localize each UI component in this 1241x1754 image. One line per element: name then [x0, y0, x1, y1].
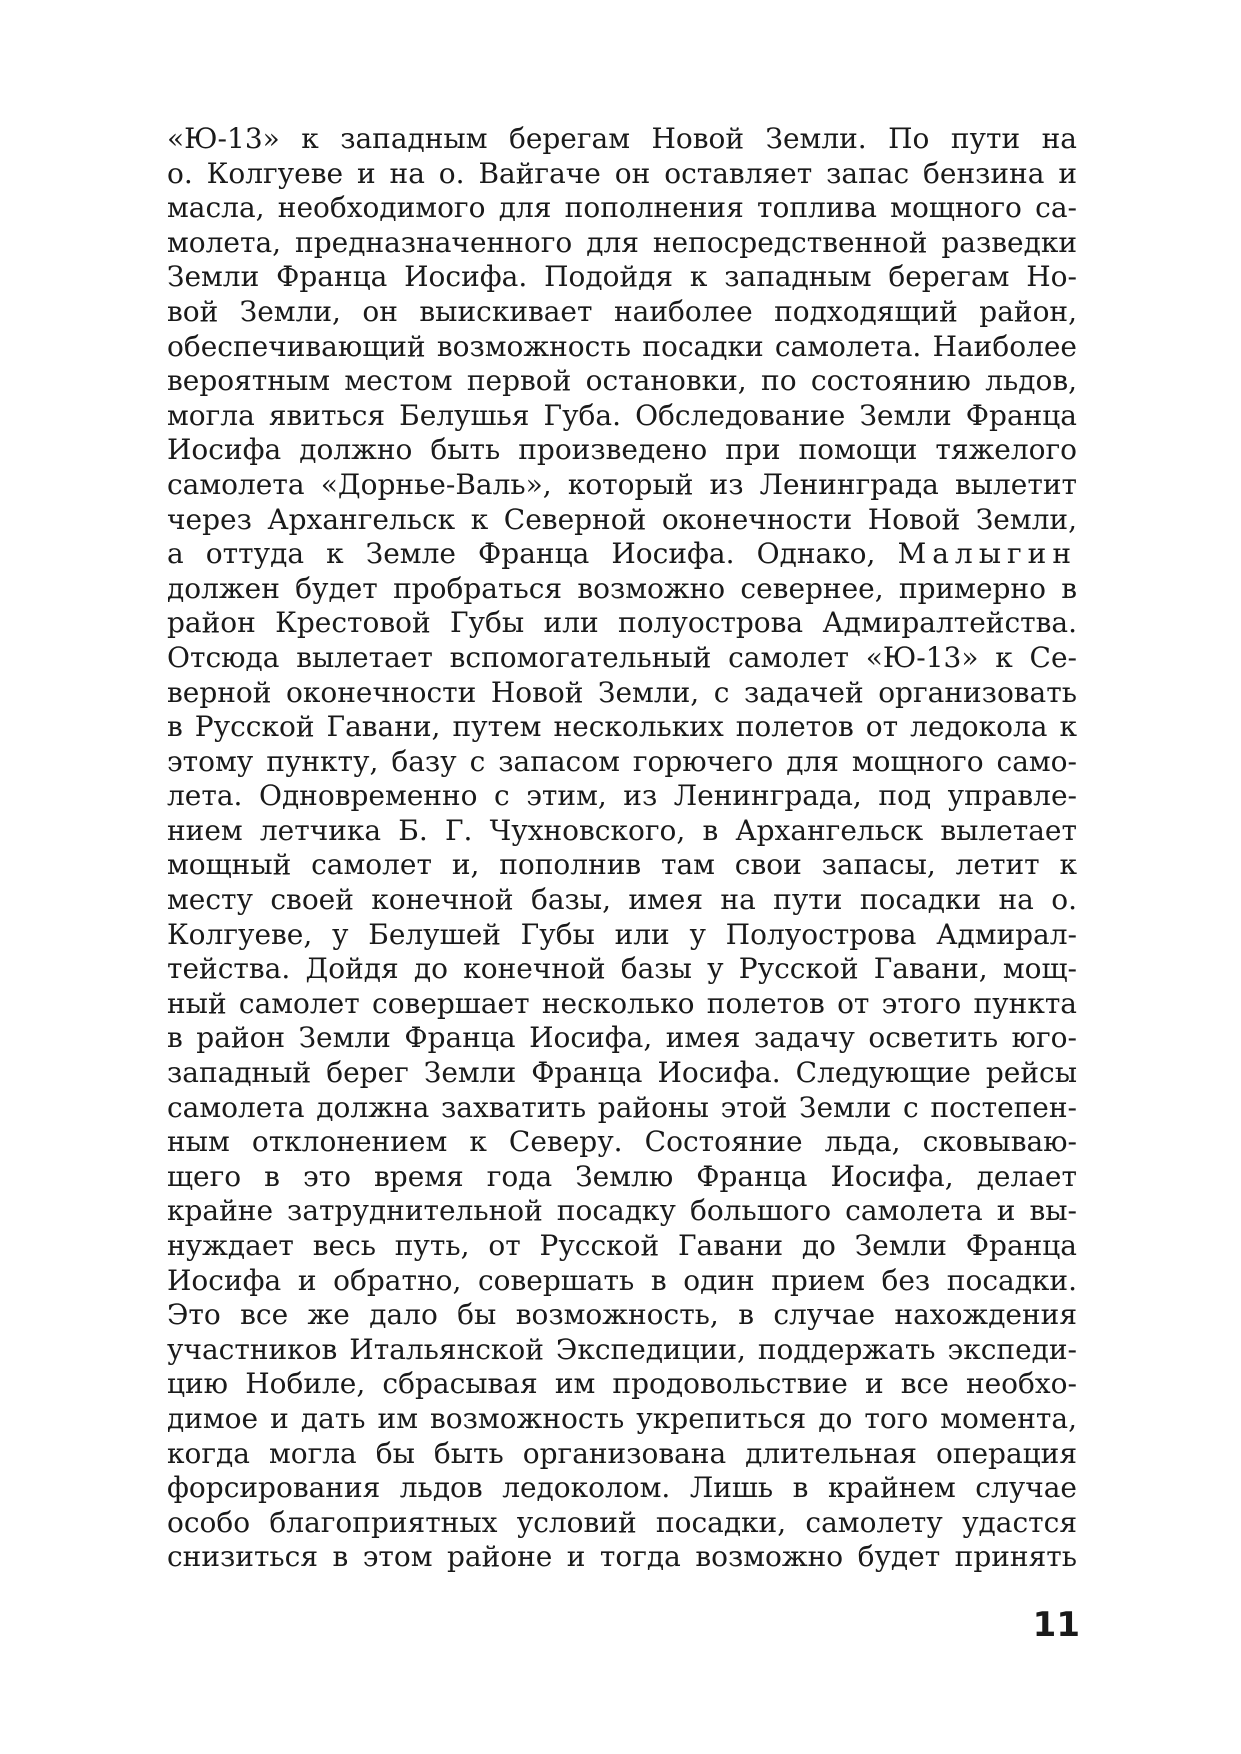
- text-line: самолета должна захватить районы этой Земли с постепен-: [167, 1090, 1077, 1124]
- text-line: тейства. Дойдя до конечной базы у Русской Гавани, мощ-: [167, 952, 1077, 986]
- text-line: щего в это время года Землю Франца Иосифа, делает: [167, 1159, 1077, 1193]
- text-line: вероятным местом первой остановки, по состоянию льдов,: [167, 364, 1077, 398]
- text-line: масла, необходимого для пополнения топлива мощного са-: [167, 191, 1077, 225]
- text-line: этому пункту, базу с запасом горючего для мощного само-: [167, 744, 1077, 778]
- text-line: западный берег Земли Франца Иосифа. Следующие рейсы: [167, 1056, 1077, 1090]
- text-line: Отсюда вылетает вспомогательный самолет «Ю-13» к Се-: [167, 640, 1077, 674]
- text-line: молета, предназначенного для непосредственной разведки: [167, 225, 1077, 259]
- text-line: участников Итальянской Экспедиции, поддержать экспеди-: [167, 1332, 1077, 1366]
- text-line: Колгуеве, у Белушей Губы или у Полуострова Адмирал-: [167, 917, 1077, 951]
- text-line: цию Нобиле, сбрасывая им продовольствие и все необхо-: [167, 1367, 1077, 1401]
- text-line: когда могла бы быть организована длительная операция: [167, 1436, 1077, 1470]
- text-line: нием летчика Б. Г. Чухновского, в Архангельск вылетает: [167, 813, 1077, 847]
- text-line: ным отклонением к Северу. Состояние льда, сковываю-: [167, 1125, 1077, 1159]
- text-line: димое и дать им возможность укрепиться до того момента,: [167, 1401, 1077, 1435]
- text-line: ный самолет совершает несколько полетов от этого пункта: [167, 986, 1077, 1020]
- text-line: в район Земли Франца Иосифа, имея задачу осветить юго-: [167, 1021, 1077, 1055]
- text-line: в Русской Гавани, путем нескольких полетов от ледокола к: [167, 710, 1077, 744]
- text-line: мощный самолет и, пополнив там свои запасы, летит к: [167, 848, 1077, 882]
- text-line: должен будет пробраться возможно севернее, примерно в: [167, 571, 1077, 605]
- text-line: о. Колгуеве и на о. Вайгаче он оставляет запас бензина и: [167, 156, 1077, 190]
- body-text: [167, 122, 1077, 1575]
- text-line: нуждает весь путь, от Русской Гавани до Земли Франца: [167, 1229, 1077, 1262]
- text-line: лета. Одновременно с этим, из Ленинграда, под управле-: [167, 779, 1077, 813]
- text-line: обеспечивающий возможность посадки самолета. Наиболее: [167, 329, 1077, 363]
- text-line: форсирования льдов ледоколом. Лишь в крайнем случае: [167, 1471, 1077, 1505]
- text-line: особо благоприятных условий посадки, самолету удастся: [167, 1505, 1077, 1539]
- text-line: а оттуда к Земле Франца Иосифа. Однако, Малыгин: [167, 537, 1077, 571]
- text-line: месту своей конечной базы, имея на пути посадки на о.: [167, 883, 1077, 917]
- emphasized-ship-name: Малыгин: [897, 537, 1077, 571]
- text-line: самолета «Дорнье-Валь», который из Ленинграда вылетит: [167, 467, 1077, 501]
- text-line: крайне затруднительной посадку большого самолета и вы-: [167, 1194, 1077, 1228]
- text-line: Иосифа должно быть произведено при помощи тяжелого: [167, 433, 1077, 467]
- text-line: «Ю-13» к западным берегам Новой Земли. По пути на: [167, 122, 1077, 155]
- text-line: верной оконечности Новой Земли, с задачей организовать: [167, 675, 1077, 709]
- text-line: могла явиться Белушья Губа. Обследование Земли Франца: [167, 398, 1077, 432]
- text-line: вой Земли, он выискивает наиболее подходящий район,: [167, 294, 1077, 328]
- text-line: Это все же дало бы возможность, в случае нахождения: [167, 1298, 1077, 1332]
- text-line: через Архангельск к Северной оконечности Новой Земли,: [167, 502, 1077, 536]
- text-line: Иосифа и обратно, совершать в один прием без посадки.: [167, 1263, 1077, 1297]
- text-line: снизиться в этом районе и тогда возможно будет принять: [167, 1540, 1077, 1574]
- page-number: 11: [1032, 1605, 1080, 1645]
- text-line: Земли Франца Иосифа. Подойдя к западным берегам Но-: [167, 260, 1077, 294]
- text-line: район Крестовой Губы или полуострова Адмиралтейства.: [167, 606, 1077, 640]
